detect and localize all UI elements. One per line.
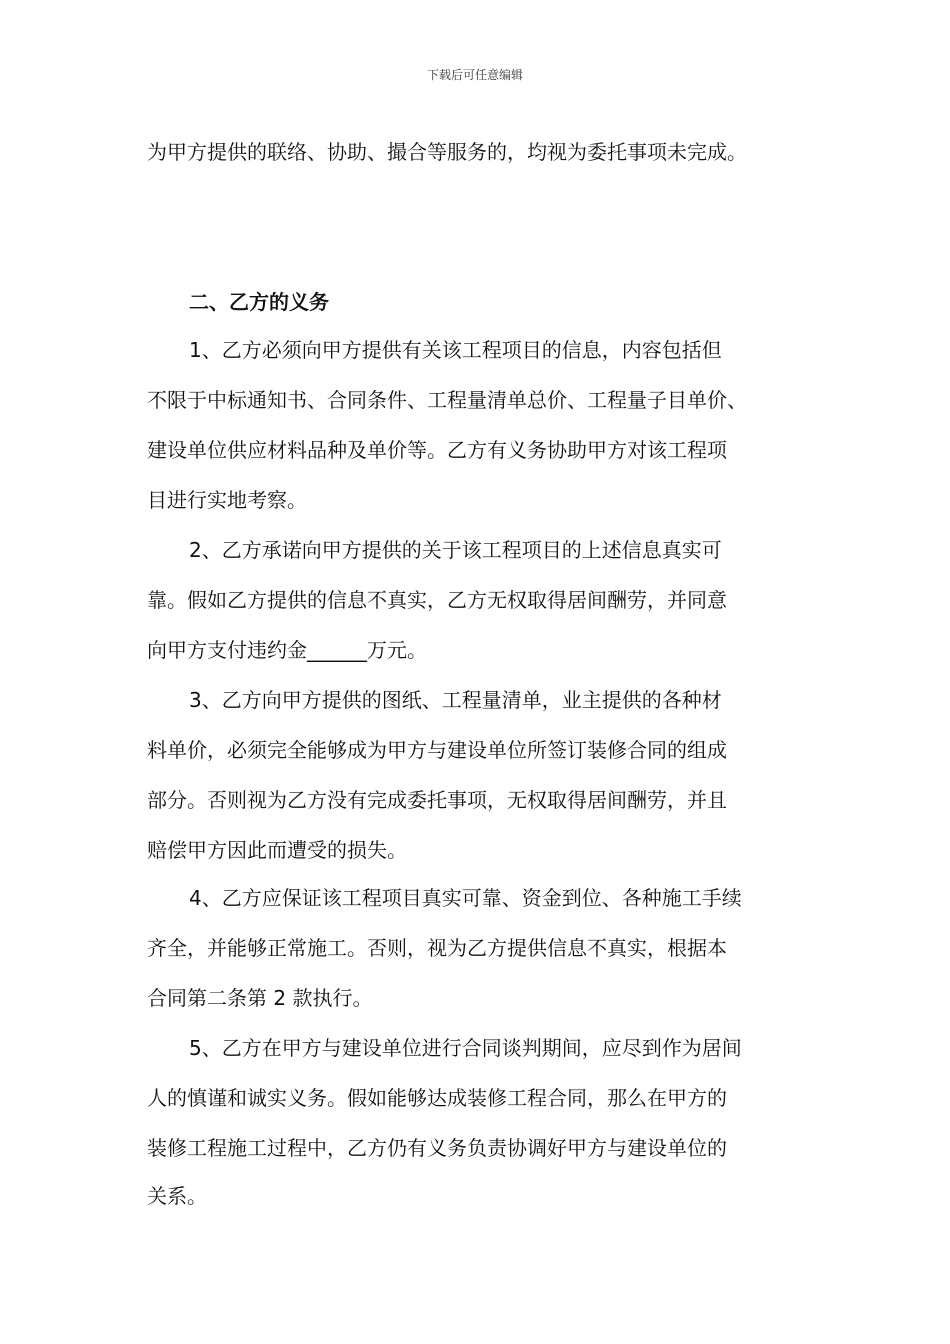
paragraph-line: 人的慎谨和诚实义务。假如能够达成装修工程合同，那么在甲方的 (147, 1086, 727, 1110)
paragraph-line: 1、乙方必须向甲方提供有关该工程项目的信息，内容包括但 (189, 338, 722, 362)
paragraph-line: 部分。否则视为乙方没有完成委托事项，无权取得居间酬劳，并且 (147, 788, 727, 812)
paragraph-line: 5、乙方在甲方与建设单位进行合同谈判期间，应尽到作为居间 (189, 1036, 742, 1060)
paragraph-line: 合同第二条第 2 款执行。 (147, 986, 373, 1010)
page-header: 下载后可任意编辑 (426, 68, 523, 82)
paragraph-line: 靠。假如乙方提供的信息不真实，乙方无权取得居间酬劳，并同意 (147, 588, 727, 612)
paragraph-line: 建设单位供应材料品种及单价等。乙方有义务协助甲方对该工程项 (147, 438, 727, 462)
paragraph-line: 齐全，并能够正常施工。否则，视为乙方提供信息不真实，根据本 (147, 936, 727, 960)
paragraph-line: 关系。 (147, 1184, 207, 1208)
paragraph-line: 目进行实地考察。 (147, 488, 307, 512)
intro-line: 为甲方提供的联络、协助、撮合等服务的，均视为委托事项未完成。 (147, 140, 747, 164)
paragraph-line: 向甲方支付违约金______万元。 (147, 638, 427, 662)
paragraph-line: 2、乙方承诺向甲方提供的关于该工程项目的上述信息真实可 (189, 538, 722, 562)
paragraph-line: 料单价，必须完全能够成为甲方与建设单位所签订装修合同的组成 (147, 738, 727, 762)
paragraph-line: 3、乙方向甲方提供的图纸、工程量清单，业主提供的各种材 (189, 688, 722, 712)
paragraph-line: 赔偿甲方因此而遭受的损失。 (147, 838, 407, 862)
paragraph-line: 不限于中标通知书、合同条件、工程量清单总价、工程量子目单价、 (147, 388, 747, 412)
paragraph-line: 4、乙方应保证该工程项目真实可靠、资金到位、各种施工手续 (189, 886, 742, 910)
paragraph-line: 装修工程施工过程中，乙方仍有义务负责协调好甲方与建设单位的 (147, 1136, 727, 1160)
section-title: 二、乙方的义务 (189, 290, 329, 314)
